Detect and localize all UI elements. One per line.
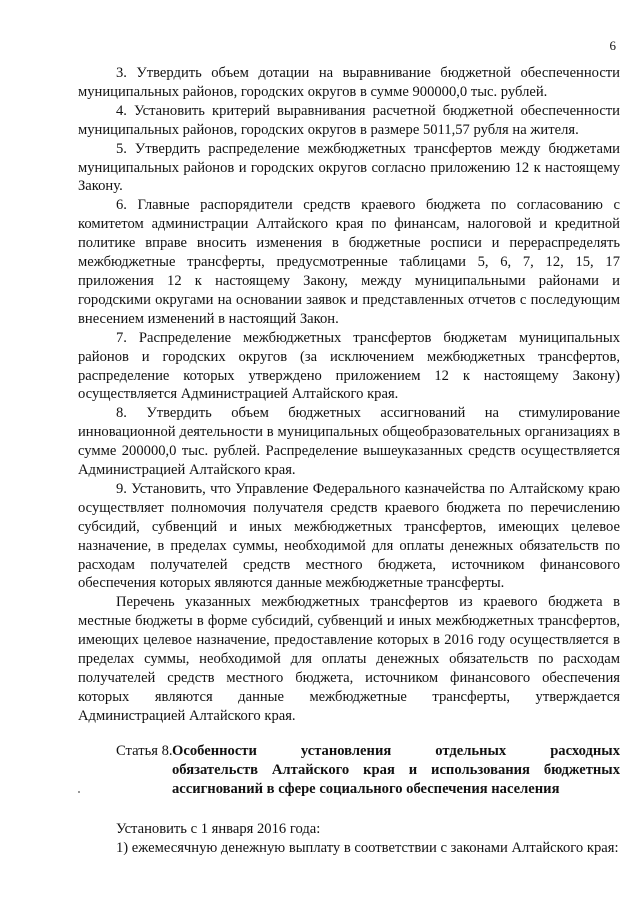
paragraph-4: 4. Установить критерий выравнивания расчетной бюджетной обеспеченности муниципальных районов, городских округов в размере 5011,57 рубля на жителя. <box>78 102 620 138</box>
article-8-item-1: 1) ежемесячную денежную выплату в соответствии с законами Алтайского края: <box>116 839 619 856</box>
article-title-rest: обязательств Алтайского края и использования бюджетных ассигнований в сфере социального обеспечения населения <box>172 761 620 797</box>
article-8-body <box>78 820 620 858</box>
article-8-intro: Установить с 1 января 2016 года: <box>116 820 321 837</box>
document-body <box>78 64 620 858</box>
scan-speck <box>78 791 80 793</box>
paragraph-list-note: Перечень указанных межбюджетных трансфертов из краевого бюджета в местные бюджеты в форме субсидий, субвенций и иных межбюджетных трансфертов, имеющих целевое назначение, предоставление которых в 2016 году осуществляется в пределах суммы, необходимой для оплаты денежных обязательств по расходам получателей средств местного бюджета, источником финансового обеспечения которых являются данные межбюджетные трансферты, утверждается Администрацией Алтайского края. <box>78 594 620 724</box>
paragraph-9: 9. Установить, что Управление Федерального казначейства по Алтайскому краю осуществляет полномочия получателя средств краевого бюджета по перечислению субсидий, субвенций и иных межбюджетных трансфертов, имеющих целевое назначение, в пределах суммы, необходимой для оплаты денежных обязательств по расходам получателей средств местного бюджета, источником финансового обеспечения которых являются данные межбюджетные трансферты. <box>78 480 620 592</box>
article-label: Статья 8. <box>116 742 173 759</box>
paragraph-8: 8. Утвердить объем бюджетных ассигнований на стимулирование инновационной деятельности в муниципальных общеобразовательных организациях в сумме 200000,0 тыс. рублей. Распределение вышеуказанных средств осуществляется Администрацией Алтайского края. <box>78 405 620 479</box>
paragraph-5: 5. Утвердить распределение межбюджетных трансфертов между бюджетами муниципальных районов и городских округов согласно приложению 12 к настоящему Закону. <box>78 140 620 195</box>
article-8-heading <box>78 742 620 802</box>
paragraph-3: 3. Утвердить объем дотации на выравнивание бюджетной обеспеченности муниципальных районов, городских округов в сумме 900000,0 тыс. рублей. <box>78 65 620 100</box>
article-title-line-1: Особенности установления отдельных расходных <box>172 742 620 759</box>
paragraph-7: 7. Распределение межбюджетных трансфертов бюджетам муниципальных районов и городских округов (за исключением межбюджетных трансфертов, распределение которых утверждено приложением 12 к настоящему Закону) осуществляется Администрацией Алтайского края. <box>78 329 620 403</box>
paragraph-6: 6. Главные распорядители средств краевого бюджета по согласованию с комитетом администрации Алтайского края по финансам, налоговой и кредитной политике вправе вносить изменения в бюджетные росписи и перераспределять межбюджетные трансферты, предусмотренные таблицами 5, 6, 7, 12, 15, 17 приложения 12 к настоящему Закону, между муниципальными районами и городскими округами на основании заявок и представленных отчетов с последующим внесением изменений в настоящий Закон. <box>78 197 620 327</box>
article-title <box>172 742 620 799</box>
page-number: 6 <box>609 38 616 53</box>
